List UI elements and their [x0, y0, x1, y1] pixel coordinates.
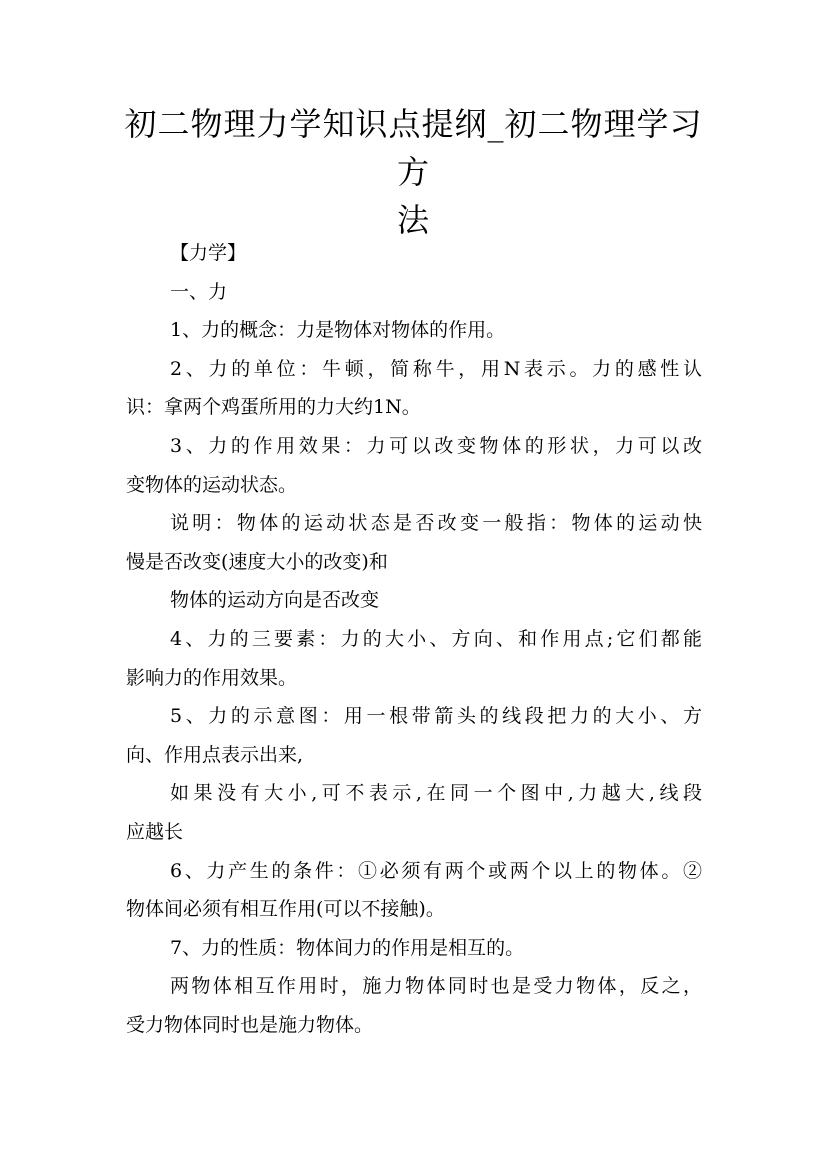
paragraph-line: 4、力的三要素：力的大小、方向、和作用点;它们都能 [170, 627, 702, 650]
paragraph-line: 影响力的作用效果。 [126, 666, 298, 689]
paragraph-line: 5、力的示意图：用一根带箭头的线段把力的大小、方 [170, 705, 702, 728]
title-line-1: 初二物理力学知识点提纲_初二物理学习方 [124, 105, 703, 191]
paragraph-line: 物体间必须有相互作用(可以不接触)。 [126, 898, 445, 921]
paragraph-line: 2、力的单位：牛顿，简称牛，用N表示。力的感性认 [170, 357, 702, 380]
paragraph-line: 1、力的概念：力是物体对物体的作用。 [170, 319, 506, 342]
paragraph-line: 识：拿两个鸡蛋所用的力大约1N。 [126, 396, 421, 419]
section-heading: 【力学】 [170, 242, 247, 264]
paragraph-line: 受力物体同时也是施力物体。 [126, 1013, 374, 1036]
paragraph-line: 物体的运动方向是否改变 [170, 589, 380, 612]
subsection-heading: 一、力 [170, 280, 228, 303]
paragraph-line: 7、力的性质：物体间力的作用是相互的。 [170, 936, 525, 959]
paragraph-line: 慢是否改变(速度大小的改变)和 [126, 550, 388, 573]
paragraph-line: 应越长 [126, 820, 184, 843]
document-title [110, 100, 717, 244]
paragraph-line: 说明：物体的运动状态是否改变一般指：物体的运动快 [170, 512, 702, 535]
paragraph-line: 向、作用点表示出来, [126, 743, 304, 766]
paragraph-line: 两物体相互作用时，施力物体同时也是受力物体，反之， [170, 975, 702, 998]
document-body [126, 234, 702, 1044]
paragraph-line: 3、力的作用效果：力可以改变物体的形状，力可以改 [170, 434, 702, 457]
title-line-2: 法 [396, 201, 430, 239]
paragraph-line: 6、力产生的条件：①必须有两个或两个以上的物体。② [170, 859, 702, 882]
paragraph-line: 如果没有大小,可不表示,在同一个图中,力越大,线段 [170, 782, 702, 805]
paragraph-line: 变物体的运动状态。 [126, 473, 298, 496]
